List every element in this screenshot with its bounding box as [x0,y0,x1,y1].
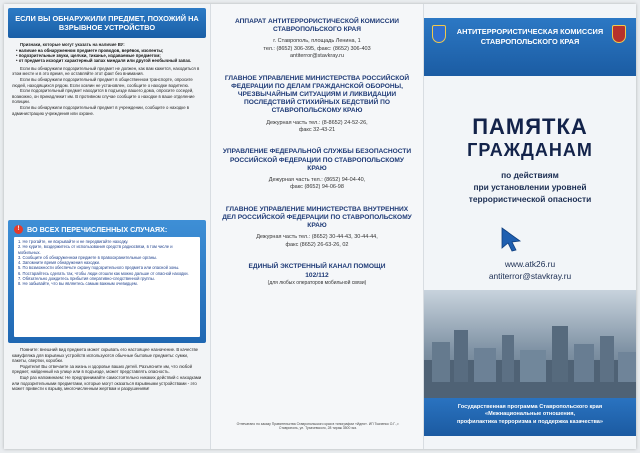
warning-icon: ! [14,225,23,234]
email-link[interactable]: antiterror@stavkray.ru [488,271,572,281]
commission-band [424,18,636,76]
case-item: 8. Не забывайте, что вы являетесь самым важным очевидцем. [18,281,138,287]
memo-line-2: ГРАЖДАНАМ [467,140,593,160]
fsb-fax: факс (8652) 94-06-98 [290,184,344,191]
all-cases-box [8,220,206,343]
subtitle-line-1: по действиям [501,170,559,180]
mchs-title: ГЛАВНОЕ УПРАВЛЕНИЕ МИНИСТЕРСТВА РОССИЙСКОЙ ФЕДЕРАЦИИ ПО ДЕЛАМ ГРАЖДАНСКОЙ ОБОРОНЫ, ЧРЕЗВЫЧАЙНЫМ СИТУАЦИЯМ И ЛИКВИДАЦИИ ПОСЛЕДСТВИЙ СТИХИЙНЫХ БЕДСТВИЙ ПО СТАВРОПОЛЬСКОМУ КРАЮ [224,74,410,115]
emblem-icon [612,25,626,43]
case-item: 2. Не курите, воздержитесь от использования средств радиосвязи, в том числе и мобильных. [18,244,173,255]
right-panel [424,4,636,449]
case-item: 5. По возможности обеспечьте охрану подозрительного предмета или опасной зоны. [18,265,180,271]
city-skyline-icon [424,290,636,400]
emergency-note: (для любых операторов мобильной связи) [267,279,367,286]
apparatus-title: АППАРАТ АНТИТЕРРОРИСТИЧЕСКОЙ КОМИССИИ СТАВРОПОЛЬСКОГО КРАЯ [235,18,399,34]
paragraph-1: Если вы обнаружили подозрительный предмет не должен, как вам кажется, находиться в этом месте и в это время, не оставляйте этот факт без внимания. [12,65,200,77]
imprint: Отпечатано по заказу Правительства Ставропольского края в типографии «Идея». ИП Ткаченко О.Г., г. Ставрополь, ул. Тухачевского, 28 тираж 3500 экз. [236,422,400,431]
apparatus-address: г. Ставрополь, площадь Ленина, 1 [273,38,361,45]
footer-paragraph-3: Ещё раз напоминаем: Не предпринимайте самостоятельно никаких действий с находками или подозрительными предметами, которые могут оказаться взрывными устройствами - это может привести к взрыву, многочисленным жертвам и разрушениям! [12,374,202,392]
case-item: 6. Постарайтесь сделать так, чтобы люди отошли как можно дальше от опасной находки. [18,270,189,276]
bullet-2: • подозрительные звуки, щелчки, тиканье, издаваемые предметом; [16,53,161,58]
mchs-fax: факс 32-43-21 [298,127,336,134]
apparatus-email: antiterror@stavkray.ru [289,53,345,60]
program-line-1: Государственная программа Ставропольского края [457,404,603,410]
paragraph-3: Если подозрительный предмет находится в подъезде вашего дома, опросите соседей, возможно, он принадлежит им. В противном случае сообщите о находке в ваше отделение полиции. [12,88,195,105]
subtitle-line-2: при установлении уровней [473,182,587,192]
found-title: ЕСЛИ ВЫ ОБНАРУЖИЛИ ПРЕДМЕТ, ПОХОЖИЙ НА ВЗРЫВНОЕ УСТРОЙСТВО [8,8,206,38]
site-link[interactable]: www.atk26.ru [504,259,556,269]
case-item: 7. Обязательно дождитесь прибытия оперативно-следственной группы. [18,276,155,282]
coat-of-arms-icon [432,25,446,43]
paragraph-2: Если вы обнаружили подозрительный предмет в общественном транспорте, опросите людей, находящихся рядом. Если хозяин не установлен, сообщите о находке водителю. [12,77,193,88]
footer-paragraphs [4,347,210,392]
all-cases-title: ВО ВСЕХ ПЕРЕЧИСЛЕННЫХ СЛУЧАЯХ: [27,225,168,234]
commission-title: АНТИТЕРРОРИСТИЧЕСКАЯ КОМИССИЯ СТАВРОПОЛЬСКОГО КРАЯ [456,27,604,46]
city-photo [424,290,636,400]
mvd-title: ГЛАВНОЕ УПРАВЛЕНИЕ МИНИСТЕРСТВА ВНУТРЕННИХ ДЕЛ РОССИЙСКОЙ ФЕДЕРАЦИИ ПО СТАВРОПОЛЬСКОМУ КРАЮ [222,205,412,230]
fsb-phone: Дежурная часть тел.: (8652) 94-04-40, [268,177,366,184]
emergency-number: 102/112 [305,271,329,279]
memo-line-1: ПАМЯТКА [472,114,588,139]
case-item: 4. Запомните время обнаружения находки. [18,260,101,266]
program-line-2: «Межнациональные отношения, [484,411,576,418]
intro-text: Признаки, которые могут указать на наличие ВУ: [20,42,125,47]
program-line-3: профилактика терроризма и поддержка казачества» [456,418,604,425]
fsb-title: УПРАВЛЕНИЕ ФЕДЕРАЛЬНОЙ СЛУЖБЫ БЕЗОПАСНОСТИ РОССИЙСКОЙ ФЕДЕРАЦИИ ПО СТАВРОПОЛЬСКОМУ КРАЮ [222,148,412,172]
bullet-3: • от предмета исходит характерный запах миндаля или другой необычный запах. [16,58,192,64]
case-item: 1. Не трогайте, не вскрывайте и не передвигайте находку. [18,239,129,244]
middle-panel [210,4,424,449]
footer-paragraph-2: Родители! Вы отвечаете за жизнь и здоровье ваших детей. Разъясните им, что любой предмет, найденный на улице или в подъезде, может представлять опасность. [12,363,192,375]
emergency-title: ЕДИНЫЙ ЭКСТРЕННЫЙ КАНАЛ ПОМОЩИ [248,263,386,271]
cursor-icon [498,226,532,252]
apparatus-phones: тел.: (8652) 306-395, факс: (8652) 306-403 [263,45,371,52]
all-cases-header [8,220,206,237]
footer-paragraph-1: Помните: внешний вид предмета может скрывать его настоящее назначение. В качестве камуфляжа для взрывных устройств используются обычные бытовые предметы: сумки, пакеты, свертки, коробки. [12,347,199,364]
brochure-sheet [4,4,636,449]
mvd-fax: факс (8652) 26-63-26, 02 [285,241,349,248]
subtitle-line-3: террористической опасности [468,194,592,204]
bullet-1: • наличие на обнаруженном предмете проводов, верёвок, изоленты; [16,47,164,53]
case-item: 3. Сообщите об обнаруженном предмете в правоохранительные органы. [18,254,158,260]
left-panel [4,4,210,449]
mchs-phone: Дежурная часть тел.: (8-8652) 24-52-26, [266,119,368,126]
paragraph-4: Если вы обнаружили подозрительный предмет в учреждении, сообщите о находке в администрацию учреждения или охране. [12,104,190,116]
program-band [424,398,636,436]
all-cases-list [14,237,200,337]
mvd-phone: Дежурная часть тел.: (8652) 30-44-43, 30-44-44, [256,234,378,241]
